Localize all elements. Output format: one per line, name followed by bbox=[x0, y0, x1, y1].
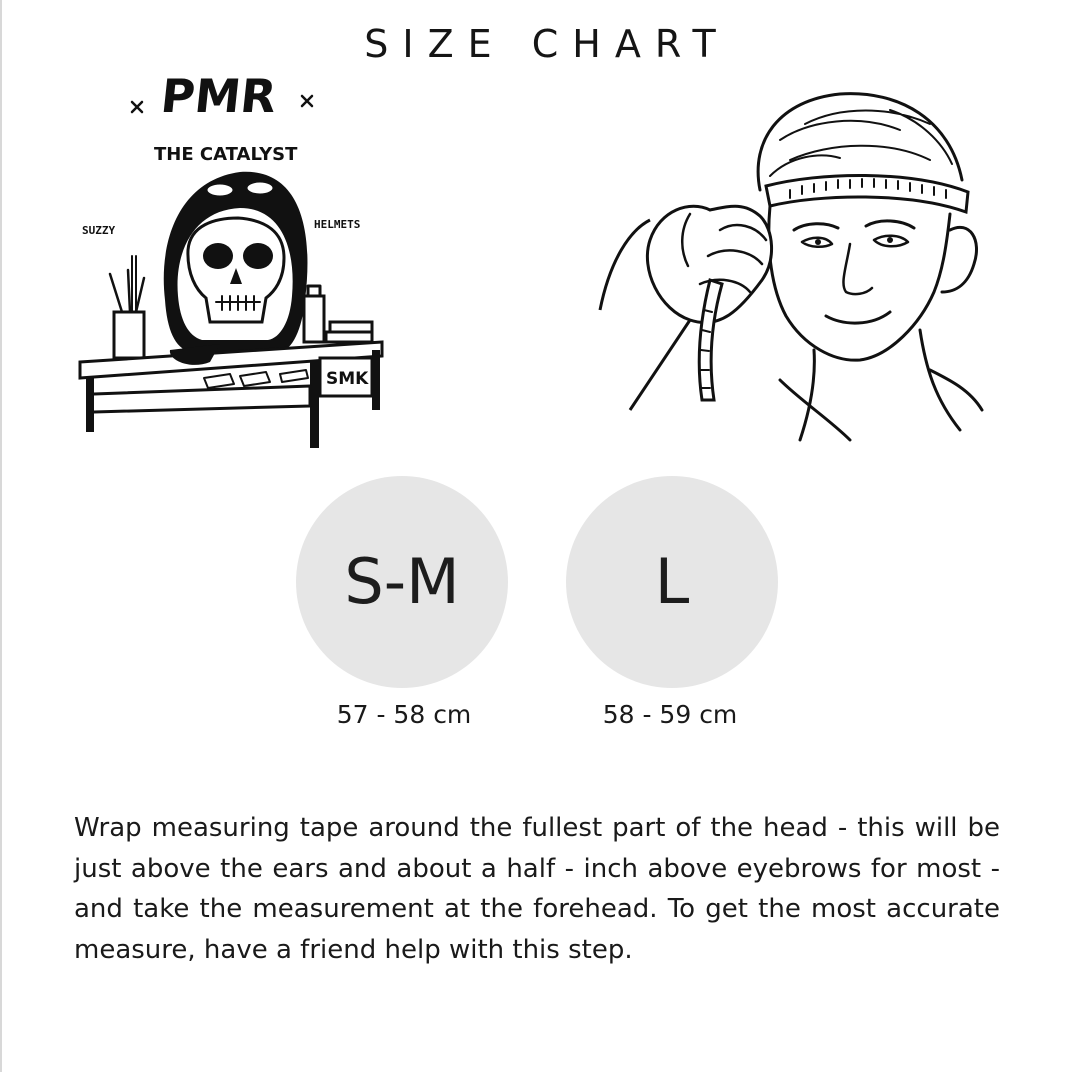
helmet-skull-desk-illustration bbox=[70, 60, 410, 460]
size-sm-label: S-M bbox=[344, 545, 460, 618]
size-l-circle bbox=[566, 476, 778, 688]
size-l-range: 58 - 59 cm bbox=[602, 700, 738, 729]
measuring-instructions: Wrap measuring tape around the fullest part of the head - this will be just above the ears and about a half - inch above eyebrows for most - and take the measurement at the forehead. To get the most accurate measure, have a friend help with this step. bbox=[74, 813, 1000, 965]
page-border bbox=[0, 0, 2, 1072]
head-measuring-tape-illustration bbox=[590, 80, 990, 450]
box-label: SMK bbox=[326, 369, 369, 389]
size-l-label: L bbox=[654, 545, 690, 618]
brand-right-tag: HELMETS bbox=[314, 218, 361, 231]
brand-tagline: THE CATALYST bbox=[154, 144, 298, 165]
size-sm-range: 57 - 58 cm bbox=[336, 700, 472, 729]
page-title: SIZE CHART bbox=[364, 22, 730, 66]
brand-left-tag: SUZZY bbox=[82, 224, 116, 237]
brand-logo-text: PMR bbox=[158, 69, 279, 123]
size-sm-circle bbox=[296, 476, 508, 688]
